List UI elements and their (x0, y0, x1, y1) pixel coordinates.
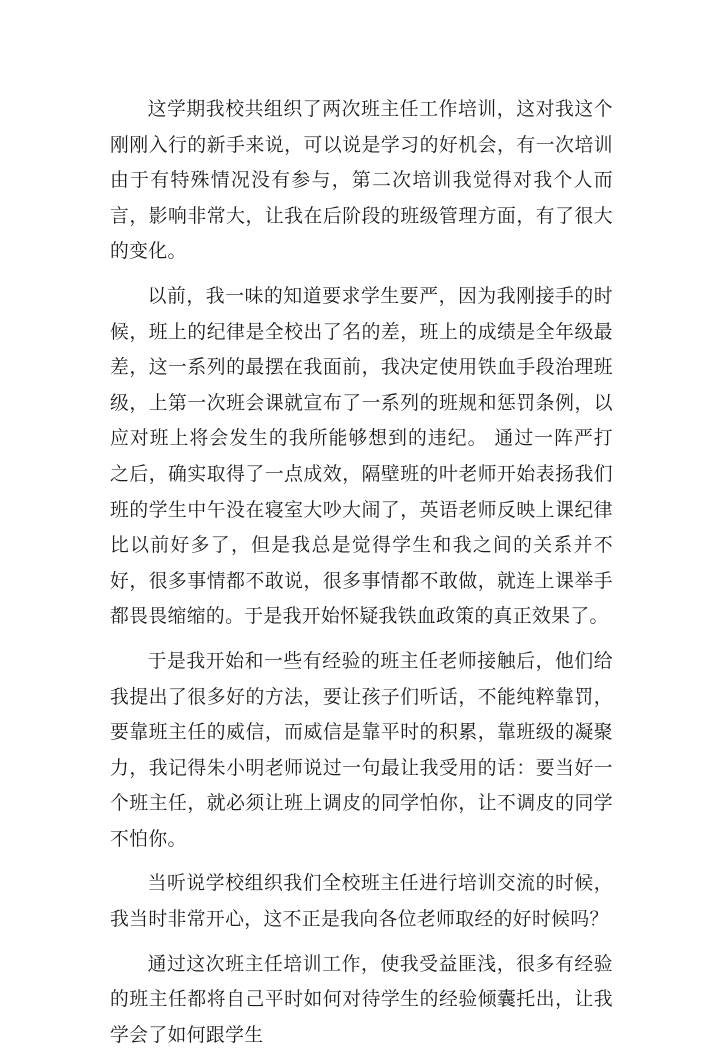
document-page (110, 92, 613, 1062)
paragraph-4: 当听说学校组织我们全校班主任进行培训交流的时候，我当时非常开心，这不正是我向各位老师取经的好时候吗？ (110, 873, 613, 931)
paragraph-5: 通过这次班主任培训工作，使我受益匪浅，很多有经验的班主任都将自己平时如何对待学生的经验倾囊托出，让我学会了如何跟学生 (110, 953, 613, 1046)
paragraph-2: 以前，我一味的知道要求学生要严，因为我刚接手的时候，班上的纪律是全校出了名的差，班上的成绩是全年级最差，这一系列的最摆在我面前，我决定使用铁血手段治理班级，上第一次班会课就宣布了一系列的班规和惩罚条例，以应对班上将会发生的我所能够想到的违纪。 通过一阵严打之后，确实取得了一点成效，隔壁班的叶老师开始表扬我们班的学生中午没在寝室大吵大闹了，英语老师反映上课纪律比以前好多了，但是我总是觉得学生和我之间的关系并不好，很多事情都不敢说，很多事情都不敢做，就连上课举手都畏畏缩缩的。于是我开始怀疑我铁血政策的真正效果了。 (110, 285, 613, 628)
paragraph-1: 这学期我校共组织了两次班主任工作培训，这对我这个刚刚入行的新手来说，可以说是学习的好机会，有一次培训由于有特殊情况没有参与，第二次培训我觉得对我个人而言，影响非常大，让我在后阶段的班级管理方面，有了很大的变化。 (110, 99, 613, 263)
paragraph-3: 于是我开始和一些有经验的班主任老师接触后，他们给我提出了很多好的方法，要让孩子们听话，不能纯粹靠罚，要靠班主任的威信，而威信是靠平时的积累，靠班级的凝聚力，我记得朱小明老师说过一句最让我受用的话：要当好一个班主任，就必须让班上调皮的同学怕你，让不调皮的同学不怕你。 (110, 650, 613, 850)
